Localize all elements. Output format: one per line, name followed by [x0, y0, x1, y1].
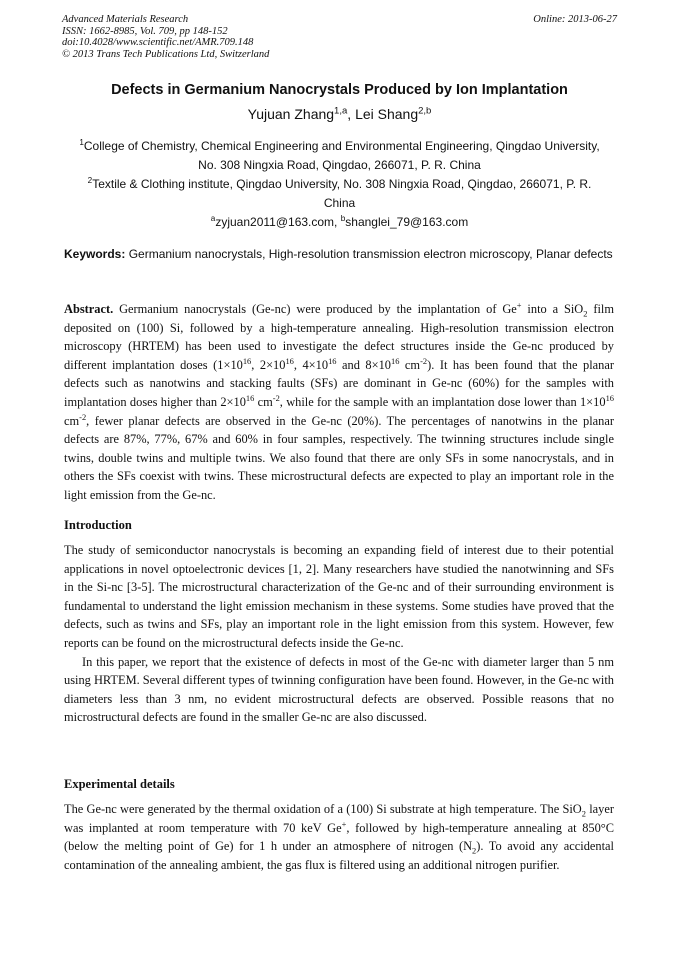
author-affil-mark: 2,b: [418, 105, 432, 117]
text-run: ). It has been found that the planar defects such as nanotwins and stacking faults (SFs) are dominant in Ge-nc (60%) for the samples with implantation doses higher than 2×10: [64, 357, 614, 409]
subscript: 2: [581, 808, 586, 819]
superscript: -2: [272, 392, 280, 403]
journal-name: Advanced Materials Research: [62, 14, 189, 25]
text-run: ). To avoid any accidental contamination of the annealing ambient, the gas flux is filtered using an additional nitrogen purifier.: [64, 839, 614, 872]
section-heading-introduction: Introduction: [64, 518, 132, 532]
text-run: Germanium nanocrystals (Ge-nc) were produced by the implantation of Ge: [113, 302, 517, 316]
paper-title: Defects in Germanium Nanocrystals Produced by Ion Implantation: [111, 82, 568, 98]
author-line: [62, 106, 617, 122]
subscript: 2: [472, 845, 477, 856]
abstract-label: Abstract.: [64, 302, 114, 316]
journal-header: [62, 14, 617, 60]
superscript: -2: [79, 411, 87, 422]
affiliation-2: [62, 175, 617, 194]
superscript: 16: [390, 355, 400, 366]
text-run: , 2×10: [251, 357, 286, 372]
text-run: film deposited on (100) Si, followed by a high-temperature annealing. High-resolution transmission electron microscopy (HRTEM) has been used to investigate the defect structures inside the Ge-nc produced by different implantation doses (1×10: [64, 302, 615, 372]
email-link[interactable]: shanglei_79@163.com: [345, 215, 469, 229]
superscript: 16: [328, 355, 337, 366]
author-name: Lei Shang: [355, 106, 419, 122]
text-run: , while for the sample with an implantation dose lower than 1×10: [279, 394, 606, 409]
affil-mark: 2: [87, 176, 93, 185]
email-link[interactable]: zyjuan2011@163.com,: [215, 215, 341, 229]
superscript: 16: [245, 392, 255, 403]
author-affil-mark: 1,a: [334, 105, 348, 117]
paragraph: In this paper, we report that the existence of defects in most of the Ge-nc with diameter larger than 5 nm using HRTEM. Several different types of twinning configuration have been found. However, in the Ge-nc with diameters less than 3 nm, no evident microstructural defects are observed. Possible reasons that no microstructural defects are found in the smaller Ge-nc are also discussed.: [64, 654, 614, 725]
text-run: The Ge-nc were generated by the thermal oxidation of a (100) Si substrate at high temperature. The SiO: [64, 802, 582, 816]
superscript: 16: [605, 392, 614, 403]
text-run: , 4×10: [293, 357, 329, 372]
text-run: cm: [399, 357, 421, 372]
keywords-text: Germanium nanocrystals, High-resolution transmission electron microscopy, Planar defects: [125, 247, 613, 261]
section-heading-experimental: Experimental details: [64, 777, 175, 791]
text-run: cm: [254, 394, 273, 409]
affiliation-1: [62, 137, 617, 156]
journal-copyright: © 2013 Trans Tech Publications Ltd, Switzerland: [62, 48, 270, 60]
online-date: Online: 2013-06-27: [533, 14, 617, 25]
journal-issn: ISSN: 1662-8985, Vol. 709, pp 148-152: [62, 25, 228, 37]
author-name: Yujuan Zhang: [247, 106, 335, 122]
journal-doi: doi:10.4028/www.scientific.net/AMR.709.148: [62, 37, 254, 48]
emails: [62, 213, 617, 232]
text-run: and 8×10: [336, 357, 391, 372]
affiliation-2-cont: China: [323, 196, 356, 210]
email-mark: a: [210, 214, 216, 223]
abstract: [64, 300, 614, 505]
superscript: 16: [242, 355, 252, 366]
introduction-body: [64, 541, 614, 727]
subscript: 2: [583, 308, 588, 319]
superscript: -2: [420, 355, 428, 366]
experimental-body: [64, 800, 614, 874]
affil-text: Textile & Clothing institute, Qingdao University, No. 308 Ningxia Road, Qingdao, 266071, P. R.: [92, 177, 592, 191]
superscript: +: [341, 818, 347, 829]
author-separator: ,: [347, 106, 356, 122]
affil-text: College of Chemistry, Chemical Engineering and Environmental Engineering, Qingdao University,: [83, 139, 600, 153]
superscript: 16: [285, 355, 294, 366]
text-run: layer was implanted at room temperature with 70 keV Ge: [64, 802, 614, 835]
affil-mark: 1: [79, 138, 84, 147]
text-run: cm: [64, 413, 80, 428]
text-run: , fewer planar defects are observed in the Ge-nc (20%). The percentages of nanotwins in the planar defects are 87%, 77%, 67% and 60% in four samples, respectively. The twinning structures include single twins, double twins and multiple twins. We also found that there are only SFs in some nanocrystals, and in others the SFs coexist with twins. These microstructural defects are expected to play an important role in the light emission from the Ge-nc.: [64, 413, 614, 502]
superscript: +: [516, 299, 522, 310]
keywords-label: Keywords:: [64, 247, 126, 261]
text-run: into a SiO: [521, 302, 584, 316]
text-run: , followed by high-temperature annealing at 850°C (below the melting point of Ge) for 1 h under an atmosphere of nitrogen (N: [64, 820, 614, 854]
keywords: [64, 245, 614, 264]
affiliations: [62, 137, 617, 232]
affiliation-1-cont: No. 308 Ningxia Road, Qingdao, 266071, P. R. China: [198, 158, 481, 172]
paragraph: The study of semiconductor nanocrystals is becoming an expanding field of interest due to their potential applications in novel optoelectronic devices [1, 2]. Many researchers have studied the nanotwinning and SFs in the Si-nc [3-5]. The microstructural characterization of the Ge-nc and of their surrounding environment is fundamental to understand the light emission mechanism in these systems. Some studies have proved that the defects, such as twins and SFs, play an important role in the light emission from this system. However, few reports can be found on the microstructural defects inside the Ge-nc.: [64, 543, 614, 650]
email-mark: b: [340, 214, 346, 223]
